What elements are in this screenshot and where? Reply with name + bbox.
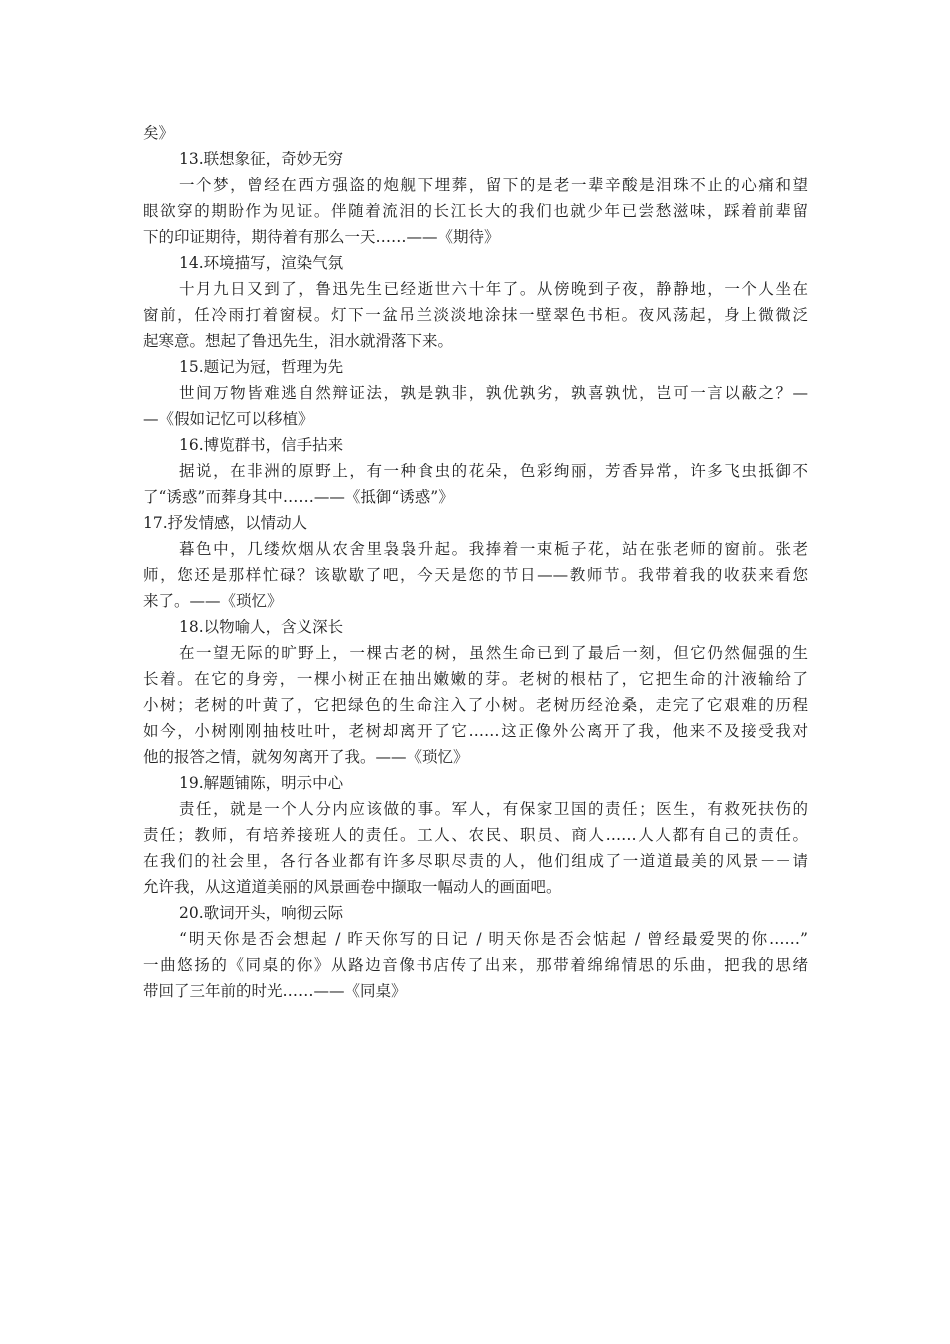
section-heading: 16.博览群书，信手拈来 [179,436,344,454]
paragraph-line: 在一望无际的旷野上，一棵古老的树，虽然生命已到了最后一刻，但它仍然倔强的生 [179,644,808,662]
paragraph-line: 带回了三年前的时光……——《同桌》 [143,982,407,1000]
paragraph-line: 一个梦，曾经在西方强盗的炮舰下埋葬，留下的是老一辈辛酸是泪珠不止的心痛和望 [179,176,808,194]
paragraph-line: 矣》 [143,124,175,142]
paragraph-line: 窗前，任冷雨打着窗棂。灯下一盆吊兰淡淡地涂抹一壁翠色书柜。夜风荡起，身上微微泛 [143,306,808,324]
section-heading: 13.联想象征，奇妙无穷 [179,150,344,168]
section-heading: 19.解题铺陈，明示中心 [179,774,344,792]
paragraph-line: 了“诱惑”而葬身其中……——《抵御“诱惑”》 [143,488,454,506]
document-page [143,120,808,1004]
paragraph-line: 下的印证期待，期待着有那么一天……——《期待》 [143,228,500,246]
paragraph-line: 长着。在它的身旁，一棵小树正在抽出嫩嫩的芽。老树的根枯了，它把生命的汁液输给了 [143,670,808,688]
paragraph-line: 一曲悠扬的《同桌的你》从路边音像书店传了出来，那带着绵绵情思的乐曲，把我的思绪 [143,956,808,974]
paragraph-line: —《假如记忆可以移植》 [143,410,314,428]
section-heading: 17.抒发情感，以情动人 [143,514,308,532]
paragraph-line: 允许我，从这道道美丽的风景画卷中撷取一幅动人的画面吧。 [143,878,562,896]
paragraph-line: 小树；老树的叶黄了，它把绿色的生命注入了小树。老树历经沧桑，走完了它艰难的历程 [143,696,808,714]
paragraph-line: 十月九日又到了，鲁迅先生已经逝世六十年了。从傍晚到子夜，静静地，一个人坐在 [179,280,808,298]
paragraph-line: 责任；教师，有培养接班人的责任。工人、农民、职员、商人……人人都有自己的责任。 [143,826,808,844]
paragraph-line: “明天你是否会想起 / 昨天你写的日记 / 明天你是否会惦起 / 曾经最爱哭的你……” [179,930,808,948]
paragraph-line: 如今，小树刚刚抽枝吐叶，老树却离开了它……这正像外公离开了我，他来不及接受我对 [143,722,808,740]
section-heading: 14.环境描写，渲染气氛 [179,254,344,272]
paragraph-line: 眼欲穿的期盼作为见证。伴随着流泪的长江长大的我们也就少年已尝愁滋味，踩着前辈留 [143,202,808,220]
paragraph-line: 责任，就是一个人分内应该做的事。军人，有保家卫国的责任；医生，有救死扶伤的 [179,800,808,818]
section-heading: 18.以物喻人，含义深长 [179,618,344,636]
paragraph-line: 在我们的社会里，各行各业都有许多尽职尽责的人，他们组成了一道道最美的风景－－请 [143,852,808,870]
paragraph-line: 暮色中，几缕炊烟从农舍里袅袅升起。我捧着一束栀子花，站在张老师的窗前。张老 [179,540,808,558]
paragraph-line: 起寒意。想起了鲁迅先生，泪水就滑落下来。 [143,332,454,350]
paragraph-line: 他的报答之情，就匆匆离开了我。——《琐忆》 [143,748,469,766]
paragraph-line: 师，您还是那样忙碌？该歇歇了吧，今天是您的节日——教师节。我带着我的收获来看您 [143,566,808,584]
paragraph-line: 来了。——《琐忆》 [143,592,283,610]
paragraph-line: 据说，在非洲的原野上，有一种食虫的花朵，色彩绚丽，芳香异常，许多飞虫抵御不 [179,462,808,480]
section-heading: 20.歌词开头，响彻云际 [179,904,344,922]
paragraph-line: 世间万物皆难逃自然辩证法，孰是孰非，孰优孰劣，孰喜孰忧，岂可一言以蔽之？— [179,384,808,402]
section-heading: 15.题记为冠，哲理为先 [179,358,344,376]
